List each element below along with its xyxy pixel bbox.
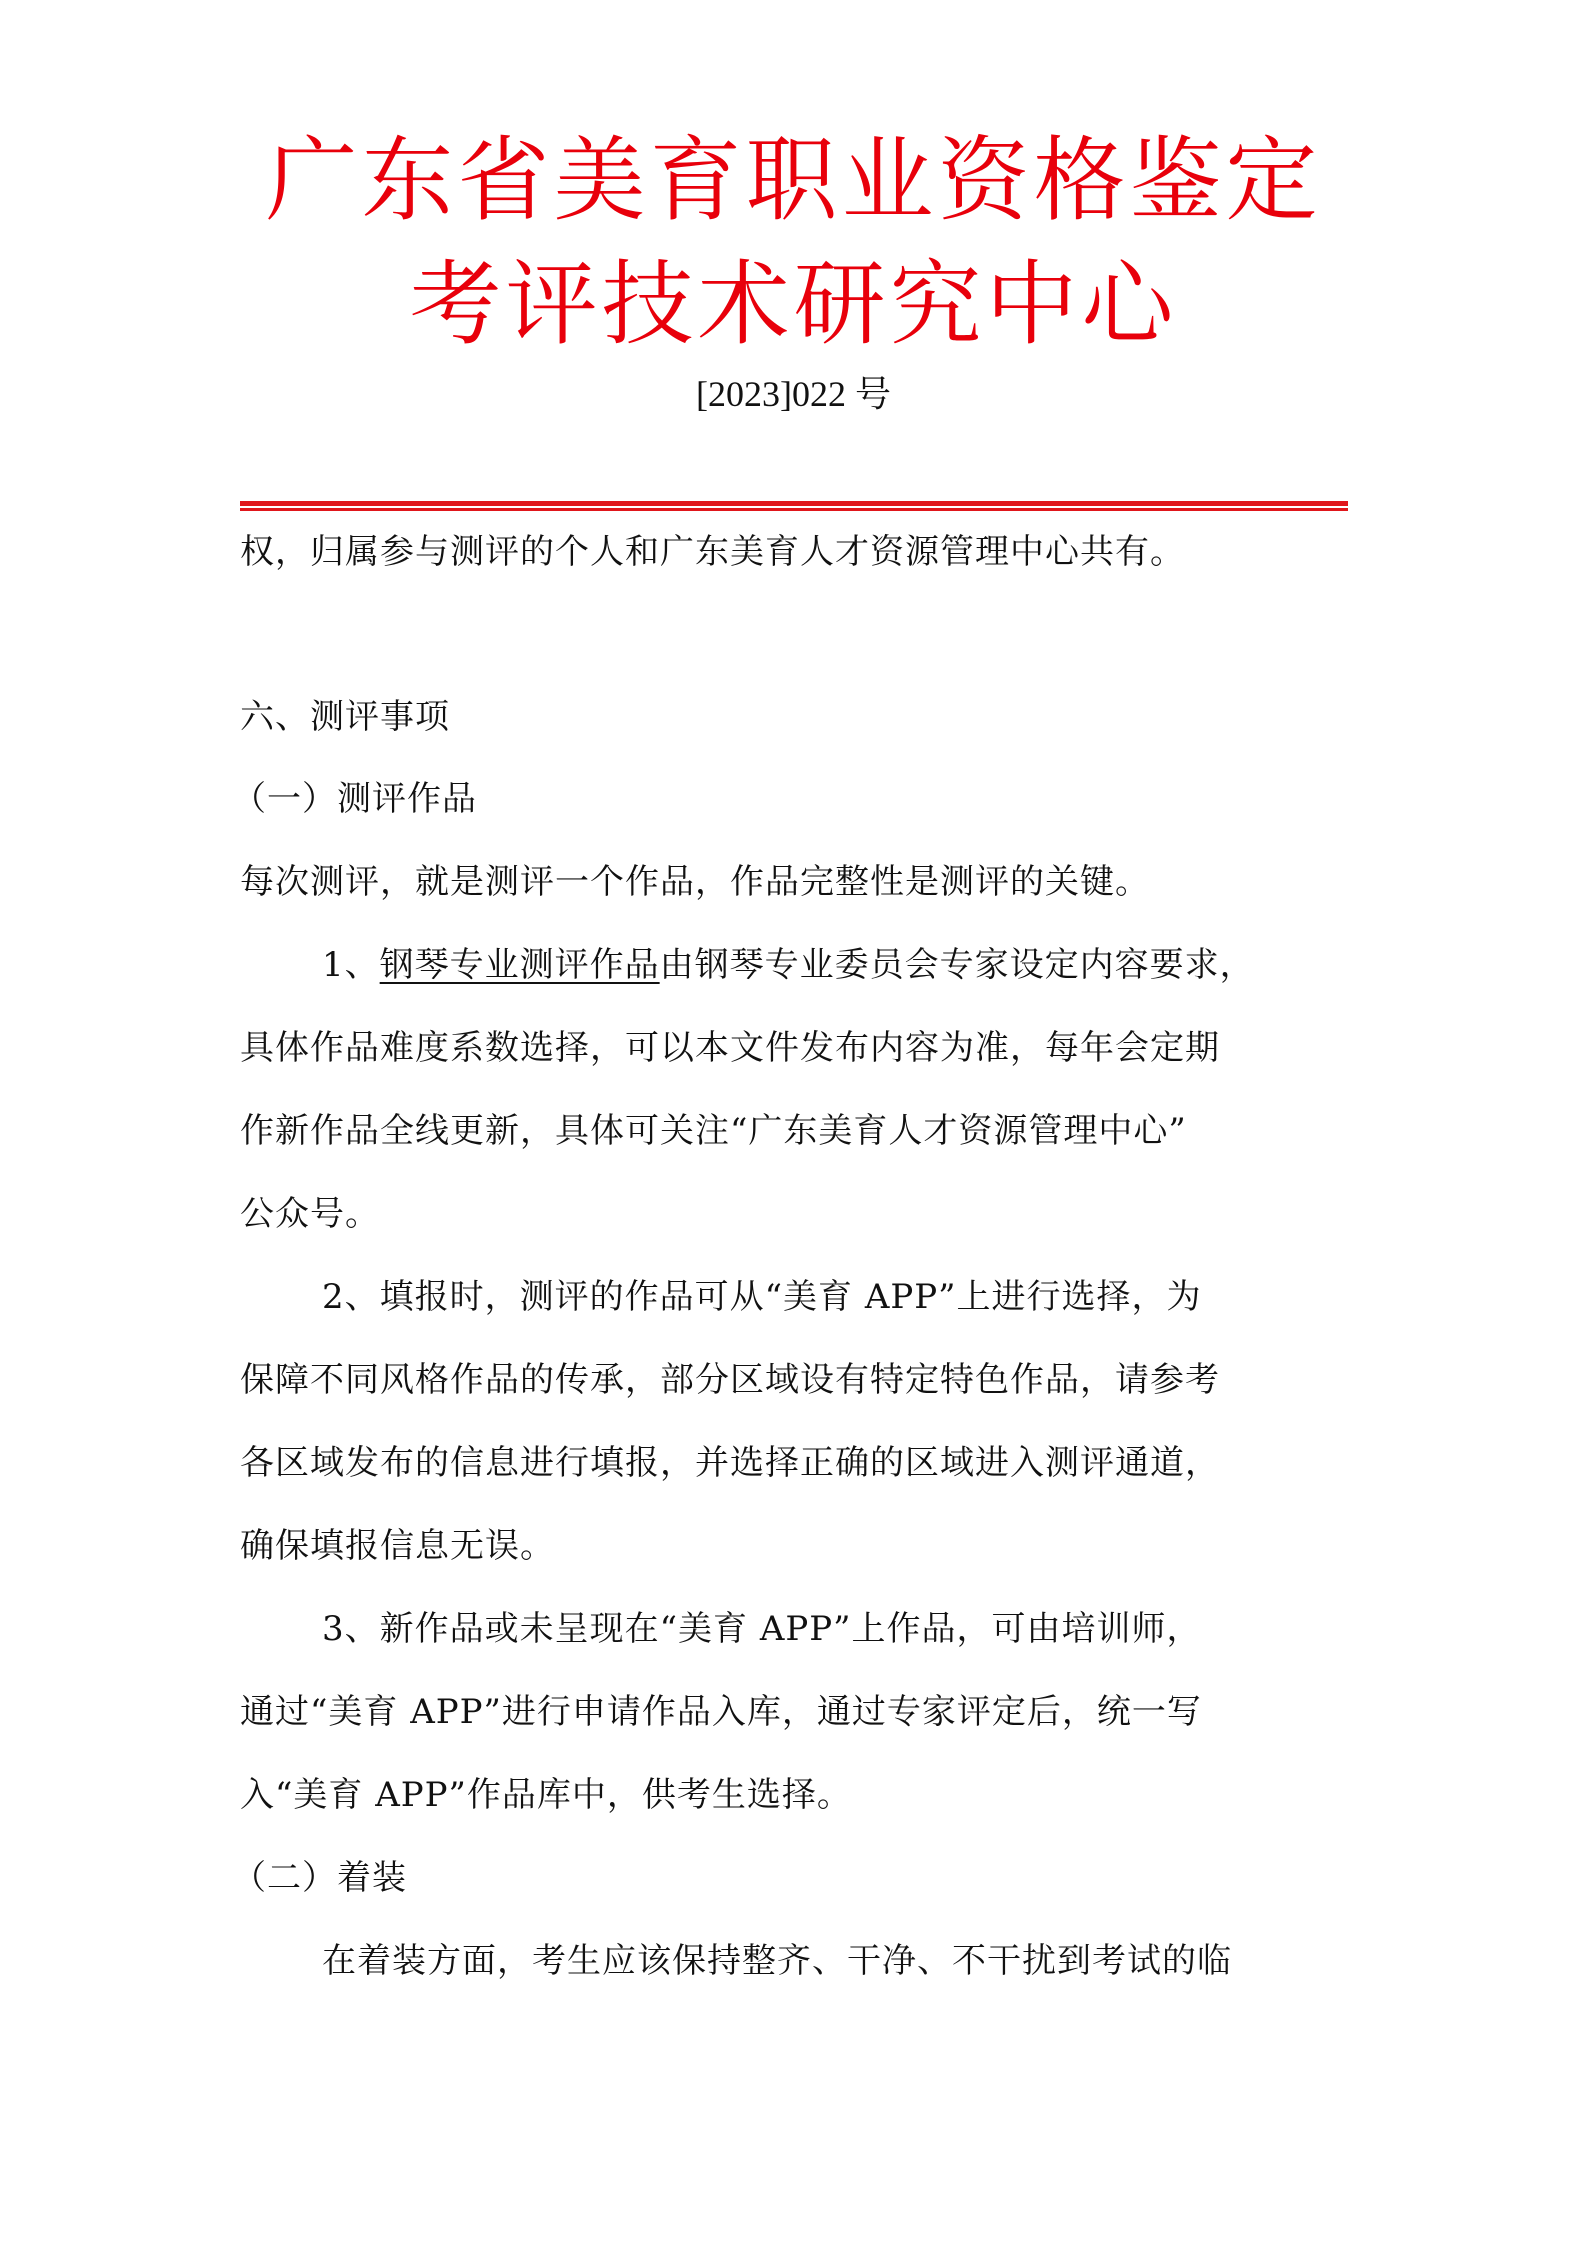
subsection-heading: （一）测评作品	[232, 779, 477, 819]
list-item-2-line2: 保障不同风格作品的传承，部分区域设有特定特色作品，请参考	[240, 1360, 1220, 1400]
list-item-3-line2: 通过“美育 APP”进行申请作品入库，通过专家评定后，统一写	[240, 1692, 1202, 1732]
underlined-term: 钢琴专业测评作品	[379, 945, 660, 985]
list-item-1-line2: 具体作品难度系数选择，可以本文件发布内容为准，每年会定期	[240, 1028, 1220, 1068]
paragraph: 每次测评，就是测评一个作品，作品完整性是测评的关键。	[240, 862, 1150, 902]
list-item-2-line4: 确保填报信息无误。	[240, 1526, 555, 1566]
red-header-rule-thin	[240, 508, 1348, 511]
list-item-2-line1: 2、填报时，测评的作品可从“美育 APP”上进行选择，为	[322, 1277, 1202, 1317]
list-item-2-line3: 各区域发布的信息进行填报，并选择正确的区域进入测评通道，	[240, 1443, 1220, 1483]
issuer-title-line1: 广东省美育职业资格鉴定	[265, 127, 1322, 234]
list-item-3-line1: 3、新作品或未呈现在“美育 APP”上作品，可由培训师，	[322, 1609, 1202, 1649]
section-heading: 六、测评事项	[240, 697, 450, 737]
list-item-1-line4: 公众号。	[240, 1194, 380, 1234]
document-number: [2023]022 号	[696, 374, 891, 414]
continuation-paragraph: 权，归属参与测评的个人和广东美育人才资源管理中心共有。	[240, 532, 1185, 572]
issuer-title-line2: 考评技术研究中心	[409, 251, 1178, 358]
paragraph-attire: 在着装方面，考生应该保持整齐、干净、不干扰到考试的临	[322, 1941, 1232, 1981]
list-item-text: 由钢琴专业委员会专家设定内容要求，	[659, 945, 1255, 985]
red-header-rule-thick	[240, 501, 1348, 506]
list-item-3-line3: 入“美育 APP”作品库中，供考生选择。	[240, 1775, 852, 1815]
list-item-1-line1	[322, 943, 1432, 987]
subsection-heading-2: （二）着装	[232, 1858, 407, 1898]
list-number: 1、	[322, 945, 380, 985]
list-item-1-line3: 作新作品全线更新，具体可关注“广东美育人才资源管理中心”	[240, 1111, 1187, 1151]
